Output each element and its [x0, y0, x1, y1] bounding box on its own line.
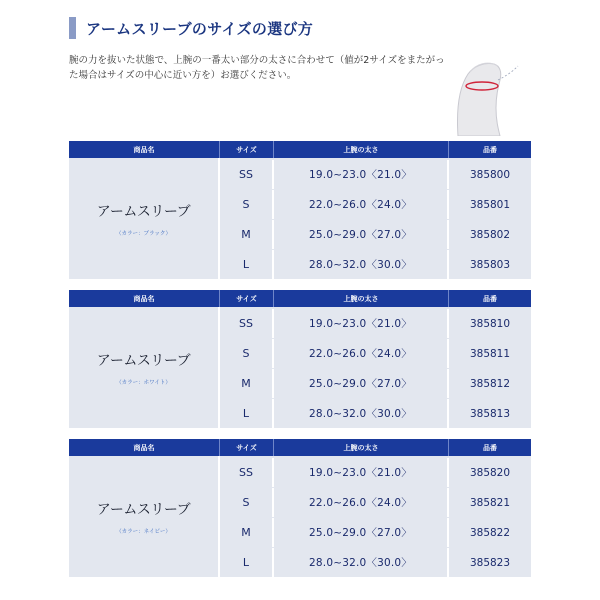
table-row [220, 309, 531, 338]
header-code: 品番 [483, 145, 497, 154]
code-cell: 385810 [449, 309, 531, 338]
table-row [220, 220, 531, 249]
size-cell: L [220, 399, 274, 428]
size-cell: SS [220, 309, 274, 338]
title-accent-bar [69, 17, 76, 39]
code-cell: 385812 [449, 369, 531, 398]
code-cell: 385820 [449, 458, 531, 487]
range-cell: 22.0~26.0〈24.0〉 [274, 488, 449, 517]
product-name: アームスリーブ [96, 203, 191, 220]
code-cell: 385821 [449, 488, 531, 517]
header-range: 上腕の太さ [274, 141, 449, 158]
table-row [220, 458, 531, 487]
size-cell: M [220, 518, 274, 547]
header-size: サイズ [220, 439, 274, 456]
size-cell: L [220, 250, 274, 279]
header-size: サイズ [220, 290, 274, 307]
table-row [220, 488, 531, 517]
code-cell: 385822 [449, 518, 531, 547]
table-row [220, 190, 531, 219]
header-name: 商品名 [69, 290, 220, 307]
code-cell: 385823 [449, 548, 531, 577]
range-cell: 28.0~32.0〈30.0〉 [274, 548, 449, 577]
size-table-navy [69, 439, 531, 577]
size-table-black [69, 141, 531, 279]
product-color: （カラー：ブラック） [116, 230, 171, 237]
header-code: 品番 [483, 443, 497, 452]
range-cell: 28.0~32.0〈30.0〉 [274, 250, 449, 279]
range-cell: 22.0~26.0〈24.0〉 [274, 190, 449, 219]
range-cell: 28.0~32.0〈30.0〉 [274, 399, 449, 428]
range-cell: 19.0~23.0〈21.0〉 [274, 309, 449, 338]
size-cell: SS [220, 458, 274, 487]
section-title [69, 17, 313, 39]
header-code: 品番 [483, 294, 497, 303]
code-cell: 385813 [449, 399, 531, 428]
size-table-white [69, 290, 531, 428]
product-color: （カラー：ホワイト） [116, 379, 171, 386]
instructions-text: 腕の力を抜いた状態で、上腕の一番太い部分の太さに合わせて（値が2サイズをまたがった場合はサイズの中心に近い方を）お選びください。 [69, 55, 445, 81]
product-cell [69, 456, 220, 577]
size-cell: M [220, 369, 274, 398]
range-cell: 22.0~26.0〈24.0〉 [274, 339, 449, 368]
table-header [69, 141, 531, 158]
table-row [220, 160, 531, 189]
table-row [220, 399, 531, 428]
arm-measure-illustration-icon [440, 36, 530, 136]
size-cell: L [220, 548, 274, 577]
table-row [220, 339, 531, 368]
header-range: 上腕の太さ [274, 290, 449, 307]
header-name: 商品名 [69, 141, 220, 158]
table-row [220, 518, 531, 547]
code-cell: 385803 [449, 250, 531, 279]
code-cell: 385800 [449, 160, 531, 189]
header-name: 商品名 [69, 439, 220, 456]
size-cell: SS [220, 160, 274, 189]
size-cell: S [220, 488, 274, 517]
product-name: アームスリーブ [96, 501, 191, 518]
product-color: （カラー：ネイビー） [116, 528, 171, 535]
code-cell: 385811 [449, 339, 531, 368]
header-range: 上腕の太さ [274, 439, 449, 456]
table-header [69, 439, 531, 456]
size-cell: S [220, 190, 274, 219]
product-name: アームスリーブ [96, 352, 191, 369]
size-cell: S [220, 339, 274, 368]
table-row [220, 250, 531, 279]
range-cell: 25.0~29.0〈27.0〉 [274, 369, 449, 398]
table-row [220, 548, 531, 577]
code-cell: 385801 [449, 190, 531, 219]
table-row [220, 369, 531, 398]
product-cell [69, 158, 220, 279]
code-cell: 385802 [449, 220, 531, 249]
range-cell: 19.0~23.0〈21.0〉 [274, 160, 449, 189]
range-cell: 25.0~29.0〈27.0〉 [274, 220, 449, 249]
header-size: サイズ [220, 141, 274, 158]
range-cell: 25.0~29.0〈27.0〉 [274, 518, 449, 547]
range-cell: 19.0~23.0〈21.0〉 [274, 458, 449, 487]
size-cell: M [220, 220, 274, 249]
page-title: アームスリーブのサイズの選び方 [86, 19, 314, 38]
table-header [69, 290, 531, 307]
product-cell [69, 307, 220, 428]
